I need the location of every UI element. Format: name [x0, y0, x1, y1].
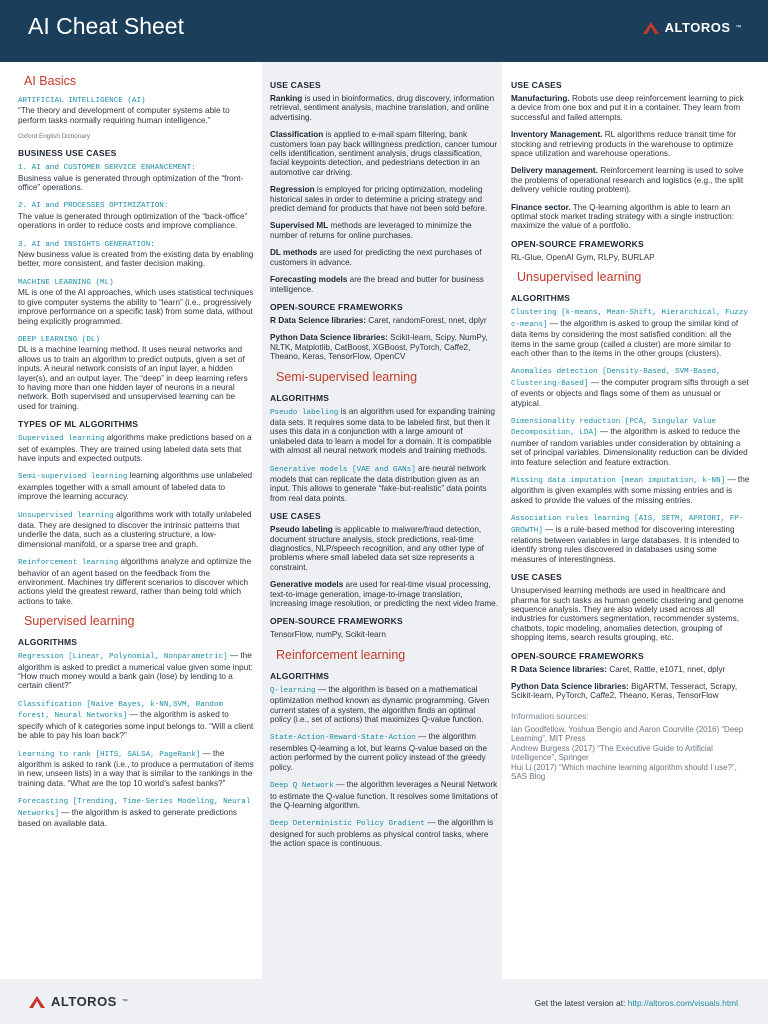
text-block [18, 471, 254, 501]
section-title: Semi-supervised learning [276, 369, 418, 384]
body-text: — the algorithm is based on a mathematical optimization method known as dynamic programming. Given current states of a system, the algorithm finds an optimal policy (i.e., set of actions) that maximizes Q-value function. [270, 684, 490, 725]
section-title: Unsupervised learning [517, 270, 642, 285]
subheading: OPEN-SOURCE FRAMEWORKS [511, 650, 644, 661]
body-text: BigARTM, Tesseract, Scrapy, Scikit-learn, PyTorch, Caffe2, Theano, Keras, TensorFlow [511, 682, 738, 701]
term: Clustering [k-means, Mean-Shift, Hierarchical, Fuzzy c-means] [511, 309, 748, 329]
body-text: is employed for pricing optimization, modeling historical sales in order to determine a pricing strategy and predict demand for products that have not been sold before. [270, 185, 488, 214]
text-block [511, 366, 750, 408]
subheading: ALGORITHMS [18, 637, 78, 648]
body-text: is used in bioinformatics, drug discovery, information retrieval, sentiment analysis, machine translation, and online advertising. [270, 94, 495, 122]
text-block [270, 464, 498, 504]
bold-term: Classification [270, 130, 324, 140]
term: Missing data imputation [mean imputation, k-NN] [511, 476, 726, 485]
bold-term: Manufacturing. [511, 94, 570, 103]
term: ARTIFICIAL INTELLIGENCE (AI) [18, 97, 146, 105]
body-text: is an algorithm used for expanding training data sets. It requires some data to be labeled first, but then it uses this data in a conjunction with a large amount of unlabeled data to learn a model for a domain. It is compatible with almost all neural network models and training methods. [270, 406, 495, 456]
body-text: are used for real-time visual processing, text-to-image generation, image-to-image translation, increasing image resolution, or predicting the next video frame. [270, 580, 499, 609]
text-block [511, 130, 750, 158]
body-text: algorithms make predictions based on a set of examples. They are trained using labeled data sets that have inputs and expected outputs. [18, 433, 252, 463]
text-block [270, 275, 498, 294]
subheading: TYPES OF ML ALGORITHMS [18, 419, 139, 430]
subheading: USE CASES [270, 80, 321, 90]
term: Deep Q Network [270, 782, 334, 791]
subheading: OPEN-SOURCE FRAMEWORKS [270, 616, 403, 627]
term: Semi-supervised learning [18, 473, 128, 482]
term: State-Action-Reward-State-Action [270, 734, 416, 743]
term: Forecasting [Trending, Time-Series Modeling, Neural Networks] [18, 798, 251, 818]
text-block [270, 732, 498, 772]
bold-term: Generative models [270, 580, 344, 590]
bold-term: R Data Science libraries: [270, 315, 367, 325]
term: Pseudo labeling [270, 408, 339, 417]
bold-term: Regression [270, 185, 315, 195]
term: MACHINE LEARNING (ML) [18, 278, 114, 287]
text-block [18, 557, 254, 606]
bold-term: Supervised ML [270, 221, 329, 231]
bold-term: Pseudo labeling [270, 525, 333, 535]
text-block [270, 130, 498, 177]
body-text: — the algorithm is asked to specify which of k categories some input belongs to. “Will a client be able to pay his loan back?” [18, 710, 254, 741]
text-block [18, 749, 254, 789]
bold-term: DL methods [270, 248, 318, 258]
body-text: Caret, Rattle, e1071, nnet, dplyr [607, 664, 726, 674]
subheading: USE CASES [511, 80, 562, 90]
body-text: algorithms work with totally unlabeled data. They are designed to discover the intrinsic patterns that underlie the data, such as a clustering structure, a low-dimensional manifold, or a sparse tree and graph. [18, 509, 252, 549]
text-block [270, 185, 498, 213]
subheading: ALGORITHMS [511, 293, 571, 304]
text-block [511, 307, 750, 358]
footer-link[interactable]: http://altoros.com/visuals.html [627, 998, 738, 1008]
text-block [18, 433, 254, 463]
term: Regression [Linear, Polynomial, Nonparametric] [18, 653, 228, 662]
text-block [270, 630, 498, 639]
subheading: BUSINESS USE CASES [18, 148, 117, 159]
subheading: USE CASES [270, 511, 321, 522]
bold-term: Finance sector. [511, 202, 571, 212]
subheading: USE CASES [511, 572, 562, 583]
term: Q-learning [270, 686, 316, 695]
text-block [511, 475, 750, 505]
text-block [18, 510, 254, 550]
text-block [270, 94, 498, 122]
body-text: “The theory and development of computer systems able to perform tasks normally requiring human intelligence.” [18, 106, 230, 125]
body-text: — the algorithm is asked to rank (i.e., to produce a permutation of items in new, unseen lists) in a way that is similar to the rankings in the training data. “What are the top 10 world’s safest banks?” [18, 748, 254, 788]
body-text: — the algorithm resembles Q-learning a lot, but learns Q-value based on the action performed by the current policy instead of the greedy policy. [270, 732, 488, 772]
body-text: learning algorithms use unlabeled examples together with a small amount of labeled data to improve the learning accuracy. [18, 471, 253, 502]
bold-term: Delivery management. [511, 166, 598, 176]
bold-term: R Data Science libraries: [511, 664, 608, 674]
body-text: — the algorithm is designed for such problems as physical control tasks, where the action space is continuous. [270, 818, 494, 849]
text-block [511, 665, 750, 674]
body-text: — is a rule-based method for discovering interesting relations between variables in large databases. It is intended to identify strong rules discovered in databases using some measures of interestingness. [511, 524, 740, 564]
text-block [18, 699, 254, 741]
term: Generative models [VAE and GANs] [270, 465, 416, 474]
body-text: ML is one of the AI approaches, which uses statistical techniques to give computer systems the ability to “learn” (i.e., progressively improve performance on a specific task) from some data, without being explicitly programmed. [18, 288, 254, 326]
text-block [270, 685, 498, 725]
footer-brand-name: ALTOROS [51, 994, 117, 1009]
text-block [270, 780, 498, 810]
text-block [270, 525, 498, 572]
body-text: is applicable to malware/fraud detection, document structure analysis, stock predictions, real-time diagnostics, NLP/speech recognition, and any other type of problems where small labeled data set size represents a constraint. [270, 525, 484, 572]
text-block [18, 796, 254, 828]
bold-term: Inventory Management. [511, 130, 603, 140]
subheading: ALGORITHMS [270, 670, 330, 681]
text-block [511, 682, 750, 701]
body-text: — the computer program sifts through a set of events or objects and flags some of them as unusual or atypical. [511, 377, 749, 408]
text-block [18, 200, 254, 230]
term: 2. AI and PROCESSES OPTIMIZATION: [18, 202, 169, 211]
footer-text [535, 998, 738, 1008]
term: Reinforcement learning [18, 559, 119, 568]
subheading: ALGORITHMS [270, 392, 330, 403]
page-title: AI Cheat Sheet [28, 13, 184, 39]
text-block [18, 162, 254, 192]
term: Supervised learning [18, 435, 105, 444]
footer-prefix: Get the latest version at: [534, 998, 628, 1008]
text-block [511, 253, 750, 262]
altoros-logo-icon [28, 995, 46, 1009]
body-text: Caret, randomForest, nnet, dplyr [366, 315, 487, 325]
term: Classification [Naive Bayes, k-NN,SVM, Random forest, Neural Networks] [18, 700, 224, 721]
text-block [270, 333, 498, 361]
text-block [18, 239, 254, 269]
info-source-item: Hui Li (2017) “Which machine learning algorithm should I use?”, SAS Blog [511, 762, 737, 781]
body-text: Robots use deep reinforcement learning to pick a device from one box and put it in a container. They learn from successful and failed attempts. [511, 94, 744, 122]
text-block [270, 407, 498, 456]
body-text: RL-Glue, OpenAI Gym, RLPy, BURLAP [511, 252, 655, 262]
text-block [511, 94, 750, 122]
body-text: Unsupervised learning methods are used in healthcare and pharma for such tasks as human genetic clustering and genome sequence analysis. They are also widely used across all industries for customers segmentation, recommender systems, chatbots, topic modeling, anomalies detection, grouping of shopping items, search results grouping, etc. [511, 586, 744, 643]
body-text: — the algorithm is asked to group the similar kind of data items by considering the most satisfied condition: all the items in the same group (called a cluster) are more similar to each other than to the items in the other groups (clusters). [511, 318, 739, 358]
body-text: Reinforcement learning is used to solve the problems of operational research and logistics (e.g., the split delivery vehicle routing problem). [511, 166, 744, 195]
text-block [511, 166, 750, 194]
term: DEEP LEARNING (DL) [18, 335, 101, 344]
body-text: RL algorithms reduce transit time for stocking and retrieving products in the warehouse to optimize space utilization and warehouse operations. [511, 130, 737, 159]
bold-term: Python Data Science libraries: [511, 682, 629, 692]
term: 3. AI and INSIGHTS GENERATION: [18, 240, 155, 249]
text-block [270, 316, 498, 325]
body-text: Business value is generated through optimization of the “front-office” operations. [18, 173, 244, 193]
body-text: Scikit-learn, Scipy, NumPy, NLTK, Matplotlib, CatBoost, XGBoost, PyTorch, Caffe2, Theano, Keras, TensorFlow, OpenCV [270, 333, 488, 362]
body-text: are used for predicting the next purchases of customers in advance. [270, 248, 482, 267]
trademark: ™ [121, 998, 129, 1005]
column-left [18, 62, 254, 979]
body-text: — the algorithm is asked to generate predictions based on available data. [18, 807, 237, 828]
info-source-item: Andrew Burgess (2017) “The Executive Guide to Artificial Intelligence”, Springer [511, 743, 713, 763]
body-text: are the bread and butter for business intelligence. [270, 275, 484, 294]
header-bar [0, 0, 768, 62]
text-block [18, 95, 254, 125]
body-text: are neural network models that can replicate the data distribution given as an input. This allows to generate “fake-but-realistic” data points from real data points. [270, 463, 487, 503]
text-block [511, 416, 750, 467]
section-title: AI Basics [24, 74, 77, 88]
subheading: OPEN-SOURCE FRAMEWORKS [270, 301, 403, 312]
info-sources-title: Information sources: [511, 710, 589, 721]
column-right [504, 62, 750, 979]
body-text: New business value is created from the existing data by enabling better, more consistent, and faster decision making. [18, 250, 254, 269]
column-middle [262, 62, 502, 979]
altoros-logo-icon [642, 21, 660, 35]
body-text: DL is a machine learning method. It uses neural networks and allows us to train an algorithm to predict outputs, given a set of inputs. A neural network consists of an input layer, a hidden layer(s), and an output layer. The “deep” in deep learning refers to having more than one hidden layer of neurons in a neural network. Both supervised and unsupervised learning can be used for training. [18, 345, 248, 411]
body-text: The value is generated through optimization of the “back-office” operations in order to reduce costs and improve compliance. [18, 211, 248, 231]
term: Learning to rank [HITS, SALSA, PageRank] [18, 750, 201, 759]
body-text: methods are leveraged to minimize the number of returns for online purchases. [270, 221, 472, 240]
brand-name: ALTOROS [664, 20, 731, 35]
term: Deep Deterministic Policy Gradient [270, 820, 425, 829]
body-text: — the algorithm leverages a Neural Network to estimate the Q-value function. It resolves some limitations of the Q-learning algorithm. [270, 780, 498, 810]
term: Anomalies detection [Density-Based, SVM-Based, Clustering-Based] [511, 368, 721, 388]
term: Dimensionality reduction [PCA, Singular Value Decomposition, LDA] [511, 417, 717, 438]
term: 1. AI and CUSTOMER SERVICE ENHANCEMENT: [18, 164, 196, 173]
body-text: The Q-learning algorithm is able to learn an optimal stock market trading strategy with a single instruction: maximize the value of a portfolio. [511, 202, 734, 231]
footer-bar [0, 979, 768, 1024]
text-block [270, 248, 498, 267]
text-block [511, 203, 750, 231]
body-text: — the algorithm is asked to predict a numerical value given some input: “How much money would a bank gain (lose) by lending to a certain client?” [18, 651, 253, 691]
footer-altoros-logo[interactable] [28, 994, 128, 1009]
text-block [270, 221, 498, 240]
text-block [270, 818, 498, 848]
term: Unsupervised learning [18, 511, 114, 520]
subheading: OPEN-SOURCE FRAMEWORKS [511, 238, 644, 249]
body-text: is applied to e-mail spam filtering, bank customers loan pay back willingness prediction, cancer tumour cells identification, sentiment analysis, drugs classification, facial keypoints detection, and pedestrians detection in an automotive car driving. [270, 130, 498, 177]
text-block [511, 513, 750, 564]
text-block [270, 580, 498, 608]
text-block [18, 277, 254, 326]
body-text: — the algorithm is given examples with some missing entries and is asked to provide the values of the missing entries. [511, 474, 750, 505]
bold-term: Python Data Science libraries: [270, 333, 388, 343]
trademark: ™ [735, 24, 742, 31]
text-block [511, 586, 750, 642]
altoros-logo[interactable] [642, 20, 742, 35]
info-source-item: Ian Goodfellow, Yoshua Bengio and Aaron Courville (2016) “Deep Learning”, MIT Press [511, 724, 744, 744]
bold-term: Ranking [270, 94, 303, 103]
bold-term: Forecasting models [270, 275, 348, 285]
section-title: Reinforcement learning [276, 647, 406, 662]
term: Association rules learning [AIS, SETM, APRIORI, FP-GROWTH] [511, 515, 744, 535]
text-block [18, 334, 254, 411]
source-note: Oxford English Dictionary [18, 133, 91, 141]
body-text: algorithms analyze and optimize the behavior of an agent based on the feedback from the environment. Machines try different scenarios to discover which actions yield the greatest reward, rather than being told which actions to take. [18, 557, 252, 606]
body-text: — the algorithm is asked to reduce the number of random variables under consideration by obtaining a set of principal variables. Dimensionality reduction can be divided into feature selection and feature extraction. [511, 427, 748, 467]
body-text: TensorFlow, numPy, Scikit-learn [270, 630, 386, 640]
section-title: Supervised learning [24, 614, 135, 629]
text-block [18, 651, 254, 691]
